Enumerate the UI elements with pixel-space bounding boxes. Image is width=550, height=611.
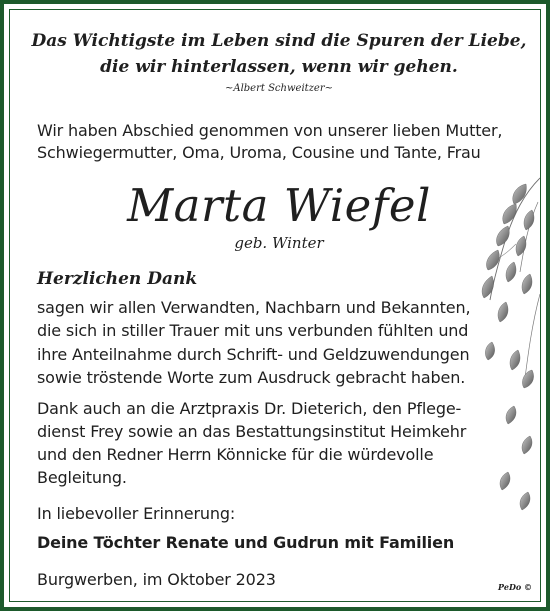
quote-line-1: Das Wichtigste im Leben sind die Spuren der Liebe, — [31, 31, 527, 51]
thanks-heading: Herzlichen Dank — [37, 269, 198, 289]
thanks-paragraph-1-line-4: sowie tröstende Worte zum Ausdruck gebracht haben. — [37, 368, 466, 387]
thanks-paragraph-1-line-3: ihre Anteilnahme durch Schrift- und Geldzuwendungen — [37, 345, 470, 364]
thanks-paragraph-2-line-1: Dank auch an die Arztpraxis Dr. Dieterich, den Pflege- — [37, 399, 462, 418]
birch-branch-illustration — [458, 174, 540, 514]
studio-mark: PeDo © — [498, 582, 532, 592]
quote-line-2: die wir hinterlassen, wenn wir gehen. — [100, 57, 458, 77]
maiden-name: geb. Winter — [234, 234, 324, 252]
thanks-paragraph-2-line-4: Begleitung. — [37, 468, 127, 487]
thanks-paragraph-2-line-3: und den Redner Herrn Könnicke für die würdevolle — [37, 445, 434, 464]
intro-line-1: Wir haben Abschied genommen von unserer lieben Mutter, — [37, 121, 503, 140]
intro-line-2: Schwiegermutter, Oma, Uroma, Cousine und Tante, Frau — [37, 143, 481, 162]
closing-line: In liebevoller Erinnerung: — [37, 504, 236, 523]
thanks-paragraph-1-line-2: die sich in stiller Trauer mit uns verbunden fühlten und — [37, 321, 469, 340]
deceased-name: Marta Wiefel — [127, 179, 431, 232]
signature-line: Deine Töchter Renate und Gudrun mit Familien — [37, 533, 455, 552]
thanks-paragraph-1-line-1: sagen wir allen Verwandten, Nachbarn und Bekannten, — [37, 298, 471, 317]
quote-author: ~Albert Schweitzer~ — [224, 83, 334, 94]
place-date: Burgwerben, im Oktober 2023 — [37, 570, 276, 589]
thanks-paragraph-2-line-2: dienst Frey sowie an das Bestattungsinstitut Heimkehr — [37, 422, 467, 441]
